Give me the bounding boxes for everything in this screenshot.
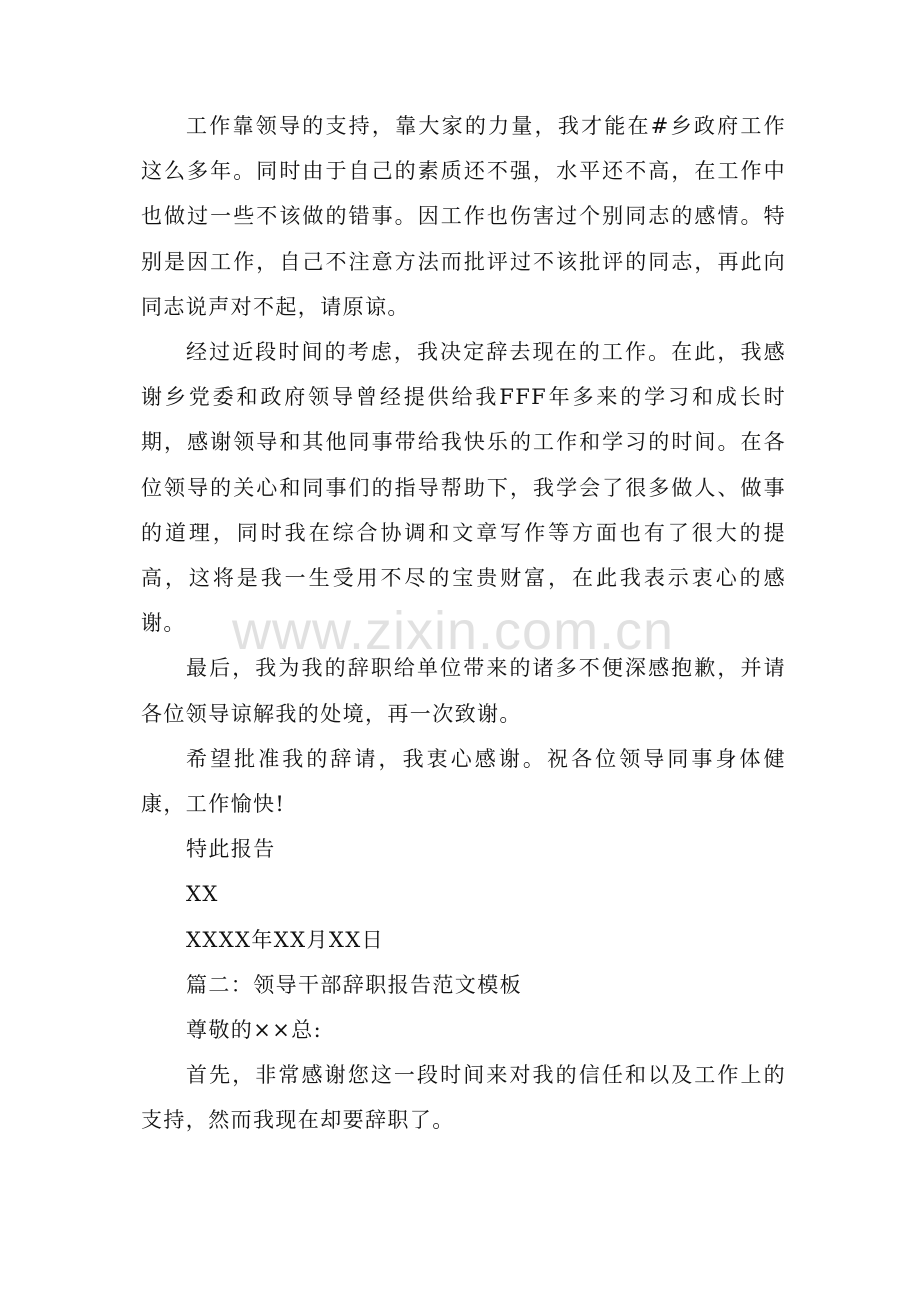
paragraph-resignation-decision: 经过近段时间的考虑，我决定辞去现在的工作。在此，我感谢乡党委和政府领导曾经提供给我FFF年多来的学习和成长时期，感谢领导和其他同事带给我快乐的工作和学习的时间。在各位领导的关心和同事们的指导帮助下，我学会了很多做人、做事的道理，同时我在综合协调和文章写作等方面也有了很大的提高，这将是我一生受用不尽的宝贵财富，在此我表示衷心的感谢。 bbox=[141, 340, 786, 636]
date-line: XXXX年XX月XX日 bbox=[186, 927, 385, 952]
signature: XX bbox=[186, 882, 219, 907]
paragraph-apology-inconvenience: 最后，我为我的辞职给单位带来的诸多不便深感抱歉，并请各位领导谅解我的处境，再一次致谢。 bbox=[141, 656, 786, 726]
section-title: 篇二：领导干部辞职报告范文模板 bbox=[186, 972, 522, 997]
salutation: 尊敬的××总: bbox=[186, 1018, 323, 1043]
paragraph-request-approval: 希望批准我的辞请，我衷心感谢。祝各位领导同事身体健康，工作愉快! bbox=[141, 746, 786, 817]
watermark-text: www.zixin.com.cn bbox=[232, 601, 675, 661]
document-body bbox=[141, 104, 786, 1144]
paragraph-section-intro: 首先，非常感谢您这一段时间来对我的信任和以及工作上的支持，然而我现在却要辞职了。 bbox=[141, 1063, 786, 1133]
closing-text: 特此报告 bbox=[186, 837, 276, 862]
paragraph-gratitude-apology: 工作靠领导的支持，靠大家的力量，我才能在#乡政府工作这么多年。同时由于自己的素质还不强，水平还不高，在工作中也做过一些不该做的错事。因工作也伤害过个别同志的感情。特别是因工作，自己不注意方法而批评过不该批评的同志，再此向同志说声对不起，请原谅。 bbox=[141, 114, 786, 319]
